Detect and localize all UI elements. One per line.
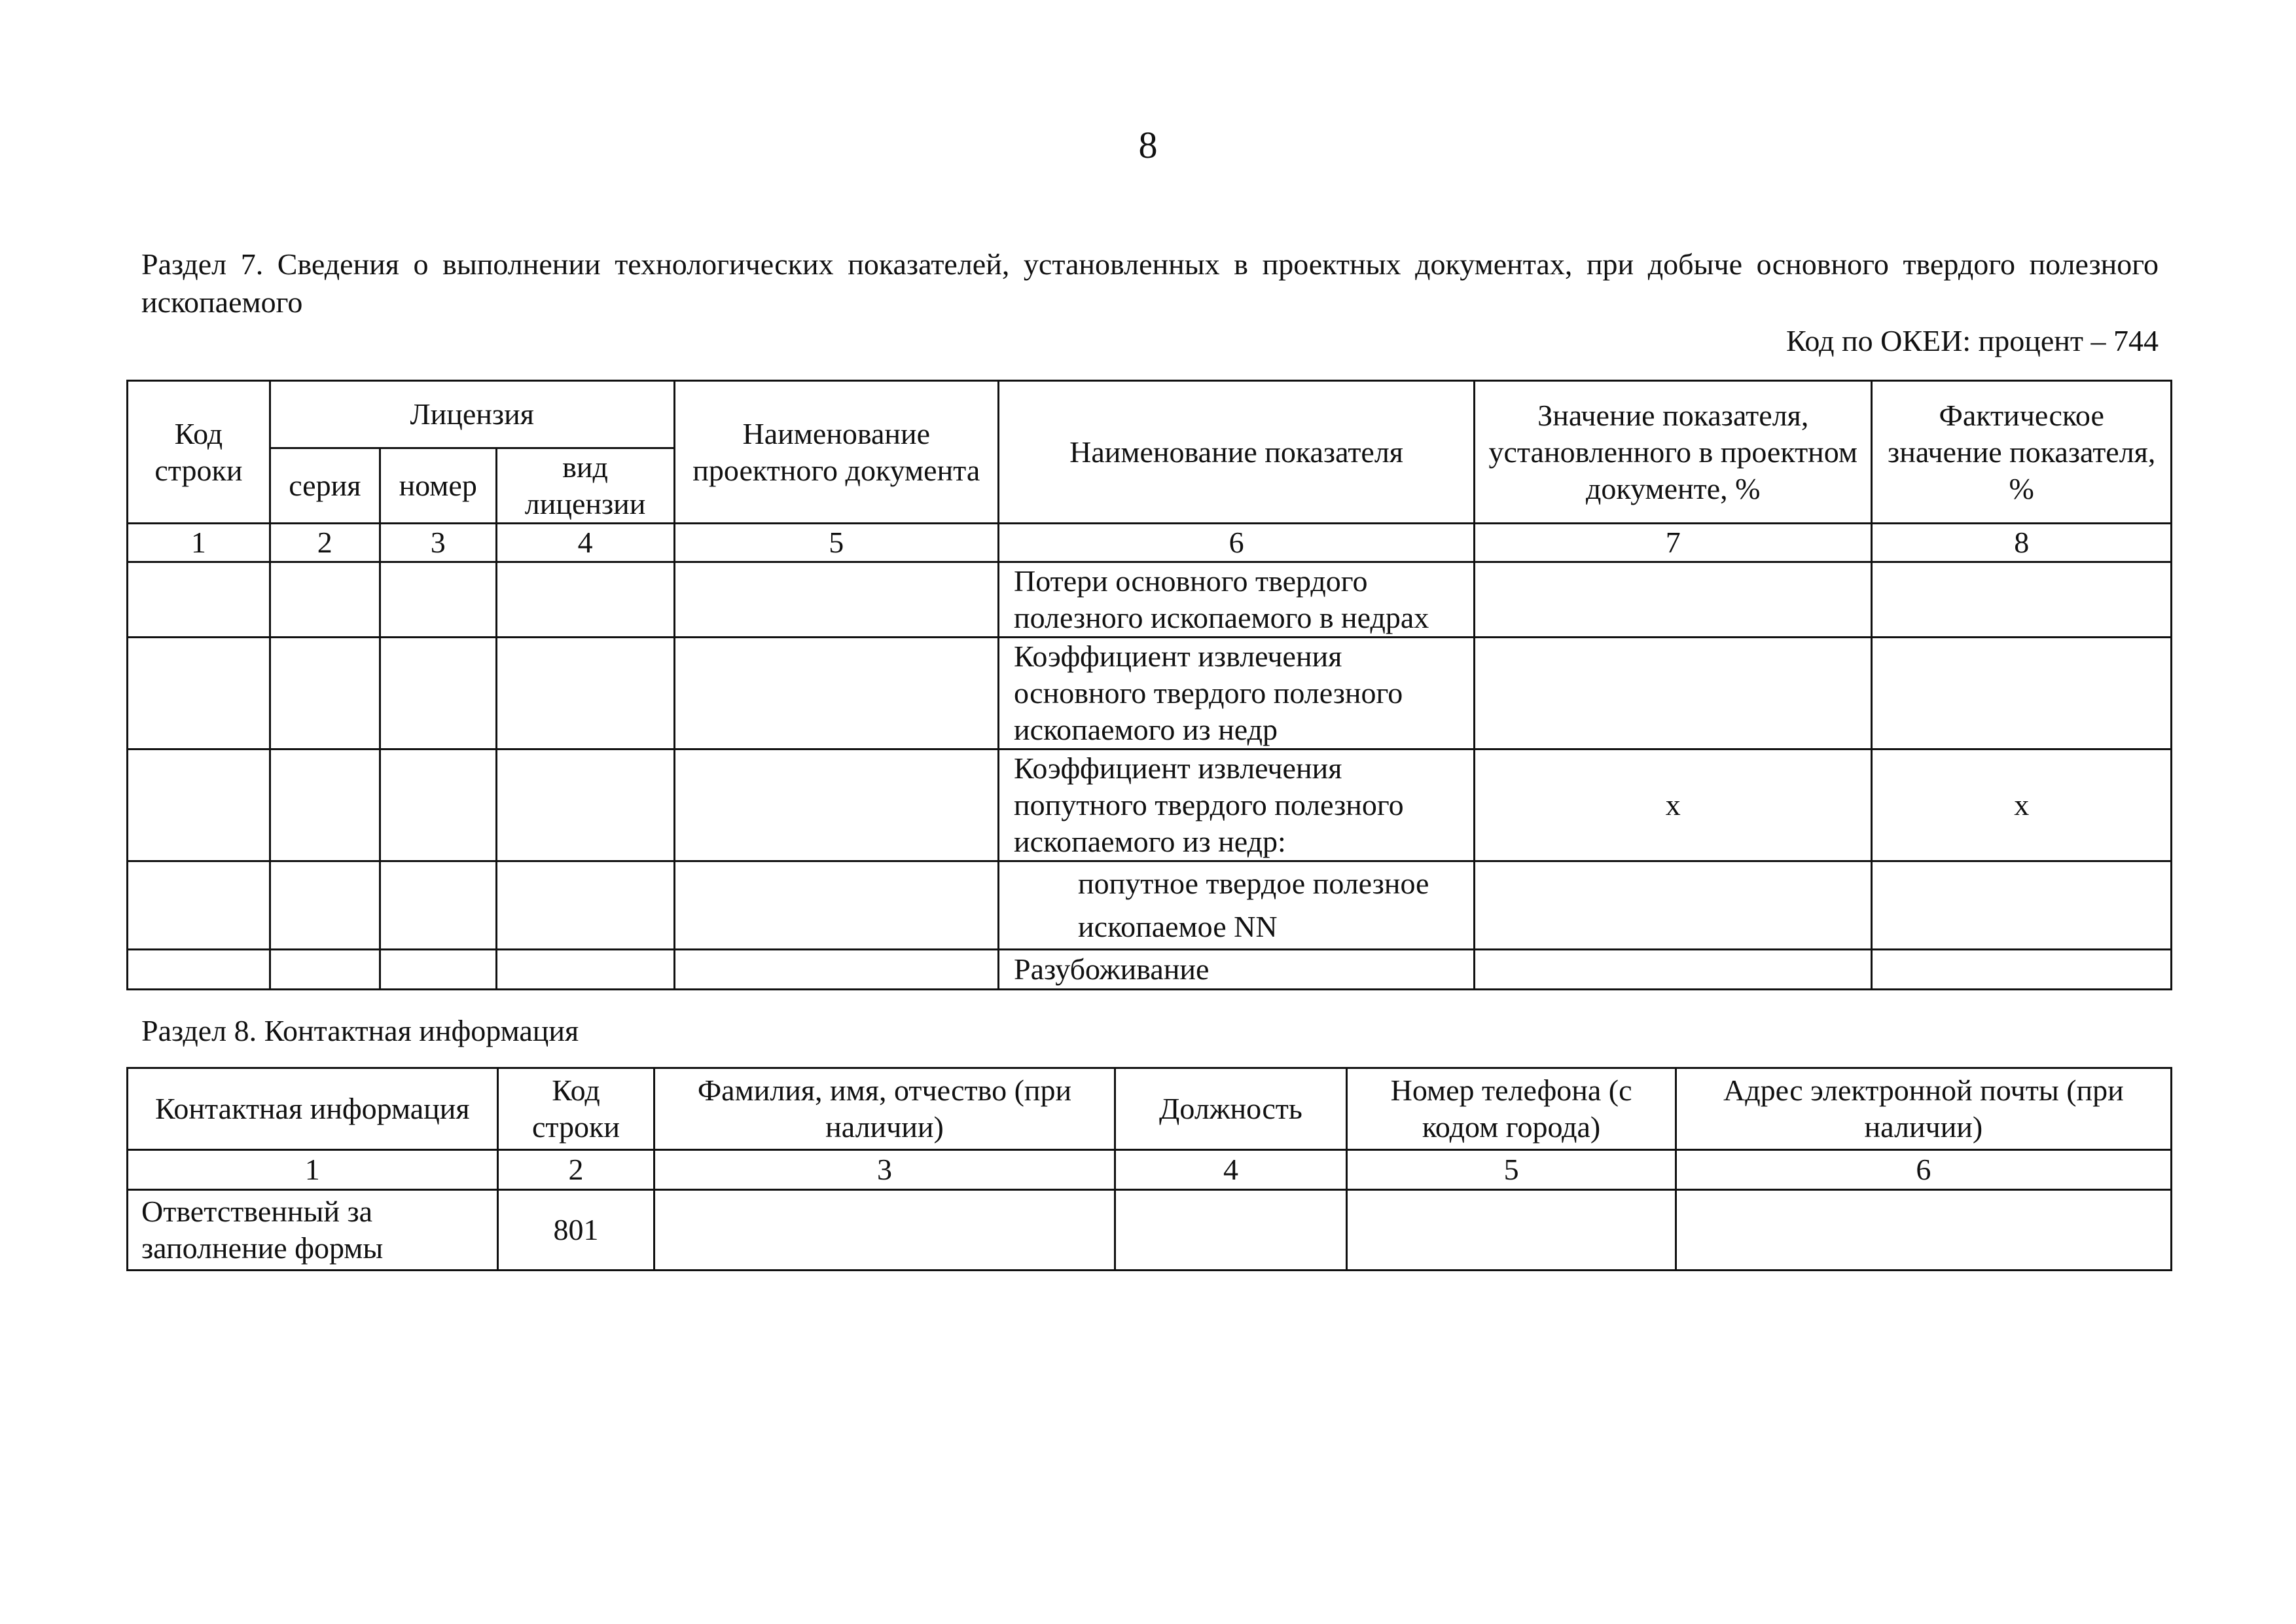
header-license-number: номер (380, 448, 496, 524)
cell-actual-value[interactable] (1872, 638, 2172, 749)
header-actual-value: Фактическое значение показателя, % (1872, 381, 2172, 524)
cell-project-value[interactable] (1475, 861, 1872, 950)
cell-project-doc[interactable] (674, 638, 999, 749)
table-row (128, 638, 2172, 749)
header-license-series: серия (270, 448, 380, 524)
cell-row-code[interactable] (128, 861, 270, 950)
column-number: 1 (128, 524, 270, 562)
cell-license-type[interactable] (496, 562, 674, 638)
header-position: Должность (1115, 1068, 1347, 1150)
table-row (128, 749, 2172, 861)
header-row-code: Код строки (128, 381, 270, 524)
cell-project-value[interactable] (1475, 638, 1872, 749)
cell-license-number[interactable] (380, 950, 496, 990)
column-number: 6 (1676, 1150, 2171, 1190)
cell-contact-info: Ответственный за заполнение формы (128, 1190, 498, 1271)
section8-title: Раздел 8. Контактная информация (141, 1014, 579, 1047)
cell-license-series[interactable] (270, 562, 380, 638)
cell-project-doc[interactable] (674, 562, 999, 638)
cell-row-code: 801 (497, 1190, 655, 1271)
header-full-name: Фамилия, имя, отчество (при наличии) (655, 1068, 1115, 1150)
cell-project-doc[interactable] (674, 861, 999, 950)
cell-indicator-name: попутное твердое полезное ископаемое NN (999, 861, 1475, 950)
cell-license-type[interactable] (496, 950, 674, 990)
column-number: 6 (999, 524, 1475, 562)
cell-license-series[interactable] (270, 638, 380, 749)
header-contact-info: Контактная информация (128, 1068, 498, 1150)
table-row (128, 861, 2172, 950)
column-number: 2 (270, 524, 380, 562)
okei-code: Код по ОКЕИ: процент – 744 (1786, 324, 2159, 357)
column-number: 8 (1872, 524, 2172, 562)
cell-indicator-name: Разубоживание (999, 950, 1475, 990)
column-number: 5 (1347, 1150, 1676, 1190)
cell-full-name[interactable] (655, 1190, 1115, 1271)
cell-license-type[interactable] (496, 861, 674, 950)
column-number: 4 (1115, 1150, 1347, 1190)
cell-position[interactable] (1115, 1190, 1347, 1271)
cell-email[interactable] (1676, 1190, 2171, 1271)
column-number: 4 (496, 524, 674, 562)
cell-project-value[interactable] (1475, 562, 1872, 638)
cell-project-value[interactable] (1475, 950, 1872, 990)
column-number-row (128, 1150, 2172, 1190)
cell-row-code[interactable] (128, 562, 270, 638)
header-project-value: Значение показателя, установленного в проектном документе, % (1475, 381, 1872, 524)
table-row (128, 1190, 2172, 1271)
cell-project-doc[interactable] (674, 749, 999, 861)
header-indicator-name: Наименование показателя (999, 381, 1475, 524)
cell-phone[interactable] (1347, 1190, 1676, 1271)
cell-license-number[interactable] (380, 562, 496, 638)
cell-actual-value[interactable] (1872, 562, 2172, 638)
column-number: 1 (128, 1150, 498, 1190)
cell-row-code[interactable] (128, 749, 270, 861)
cell-row-code[interactable] (128, 950, 270, 990)
cell-actual-value[interactable] (1872, 950, 2172, 990)
table-row (128, 562, 2172, 638)
cell-license-series[interactable] (270, 749, 380, 861)
column-number-row (128, 524, 2172, 562)
cell-row-code[interactable] (128, 638, 270, 749)
cell-actual-value[interactable] (1872, 861, 2172, 950)
cell-license-series[interactable] (270, 861, 380, 950)
section7-table (126, 380, 2172, 990)
cell-license-number[interactable] (380, 749, 496, 861)
column-number: 2 (497, 1150, 655, 1190)
page-number: 8 (1138, 124, 1158, 166)
cell-license-number[interactable] (380, 861, 496, 950)
cell-indicator-name: Потери основного твердого полезного ископаемого в недрах (999, 562, 1475, 638)
cell-license-type[interactable] (496, 638, 674, 749)
cell-project-value-not-applicable: x (1475, 749, 1872, 861)
cell-license-number[interactable] (380, 638, 496, 749)
header-license: Лицензия (270, 381, 674, 448)
column-number: 3 (655, 1150, 1115, 1190)
cell-license-type[interactable] (496, 749, 674, 861)
table-row (128, 950, 2172, 990)
header-phone: Номер телефона (с кодом города) (1347, 1068, 1676, 1150)
column-number: 5 (674, 524, 999, 562)
header-email: Адрес электронной почты (при наличии) (1676, 1068, 2171, 1150)
header-project-doc: Наименование проектного документа (674, 381, 999, 524)
section8-table (126, 1067, 2172, 1271)
cell-indicator-name: Коэффициент извлечения основного твердого полезного ископаемого из недр (999, 638, 1475, 749)
header-row-code: Код строки (497, 1068, 655, 1150)
cell-project-doc[interactable] (674, 950, 999, 990)
section7-title: Раздел 7. Сведения о выполнении технологических показателей, установленных в проектных документах, при добыче основного твердого полезного ископаемого (141, 247, 2159, 319)
column-number: 7 (1475, 524, 1872, 562)
cell-license-series[interactable] (270, 950, 380, 990)
column-number: 3 (380, 524, 496, 562)
header-license-type: вид лицензии (496, 448, 674, 524)
cell-indicator-name: Коэффициент извлечения попутного твердого полезного ископаемого из недр: (999, 749, 1475, 861)
cell-actual-value-not-applicable: x (1872, 749, 2172, 861)
